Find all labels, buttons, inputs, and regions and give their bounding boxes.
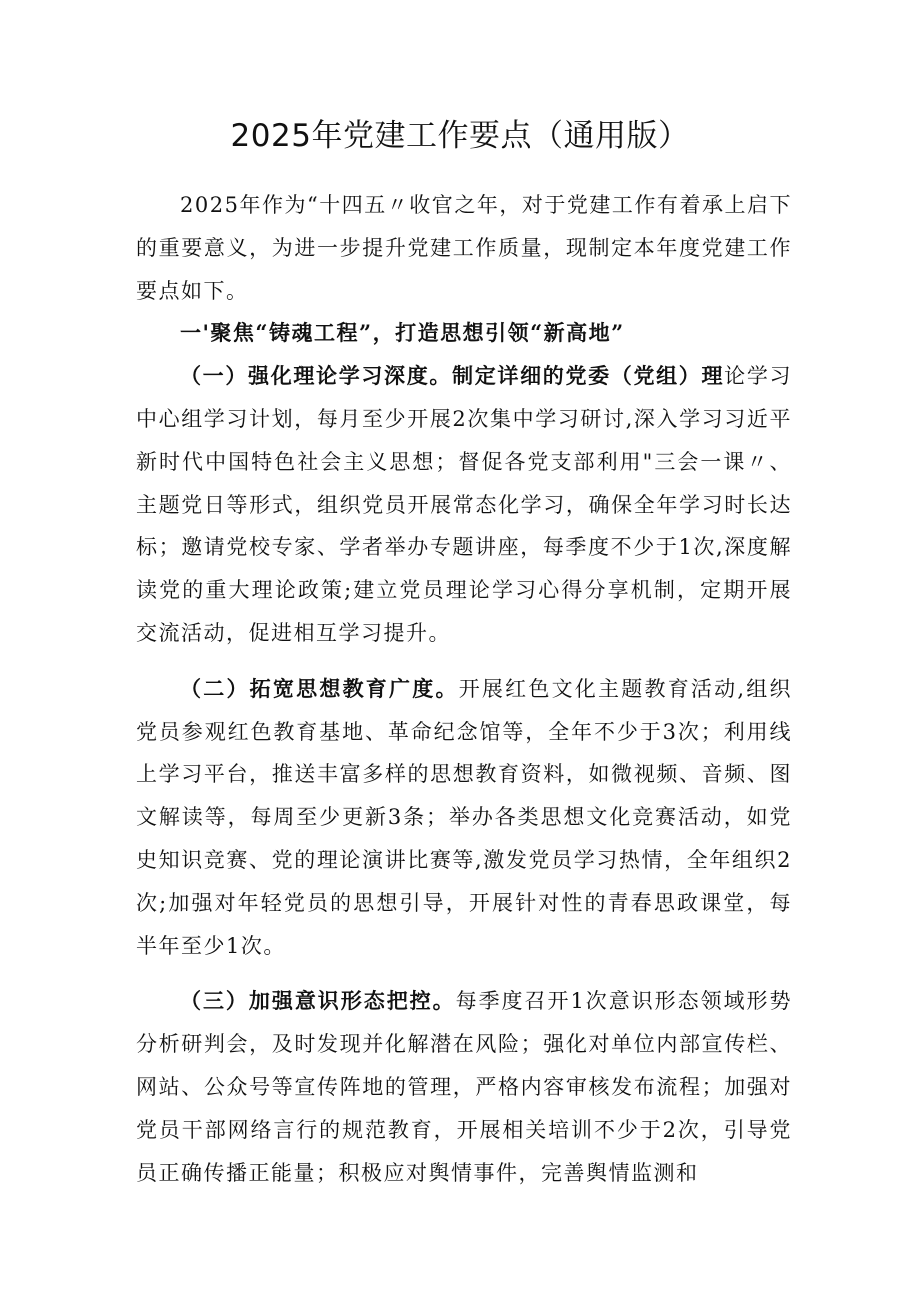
- document-title: 2025年党建工作要点（通用版）: [230, 118, 690, 154]
- item-2-heading: （二）拓宽思想教育广度。: [180, 675, 459, 701]
- item-3-heading: （三）加强意识形态把控。: [180, 988, 456, 1014]
- item-2-text: 开展红色文化主题教育活动,组织党员参观红色教育基地、革命纪念馆等，全年不少于3次；利用线上学习平台，推送丰富多样的思想教育资料，如微视频、音频、图文解读等，每周至少更新3条；举办各类思想文化竞赛活动，如党史知识竞赛、党的理论演讲比赛等,激发党员学习热情，全年组织2次;加强对年轻党员的思想引导，开展针对性的青春思政课堂，每半年至少1次。: [136, 676, 792, 958]
- item-3-paragraph: [136, 980, 792, 1194]
- item-2-paragraph: [136, 668, 792, 968]
- item-1-text: 论学习中心组学习计划，每月至少开展2次集中学习研讨,深入学习习近平新时代中国特色社会主义思想；督促各党支部利用"三会一课〃、主题党日等形式，组织党员开展常态化学习，确保全年学习时长达标；邀请党校专家、学者举办专题讲座，每季度不少于1次,深度解读党的重大理论政策;建立党员理论学习心得分享机制，定期开展交流活动，促进相互学习提升。: [136, 364, 793, 645]
- document-body: [136, 184, 792, 1194]
- intro-paragraph: 2025年作为“十四五〃收官之年，对于党建工作有着承上启下的重要意义，为进一步提升党建工作质量，现制定本年度党建工作要点如下。: [136, 193, 792, 303]
- item-1-heading: （一）强化理论学习深度。制定详细的党委（党组）理: [180, 363, 725, 389]
- item-3-text: 每季度召开1次意识形态领域形势分析研判会，及时发现并化解潜在风险；强化对单位内部宣传栏、网站、公众号等宣传阵地的管理，严格内容审核发布流程；加强对党员干部网络言行的规范教育，开展相关培训不少于2次，引导党员正确传播正能量；积极应对舆情事件，完善舆情监测和: [136, 989, 792, 1185]
- item-1-paragraph: [136, 355, 792, 655]
- section-1-heading: 一'聚焦“铸魂工程”，打造思想引领“新高地”: [180, 320, 625, 346]
